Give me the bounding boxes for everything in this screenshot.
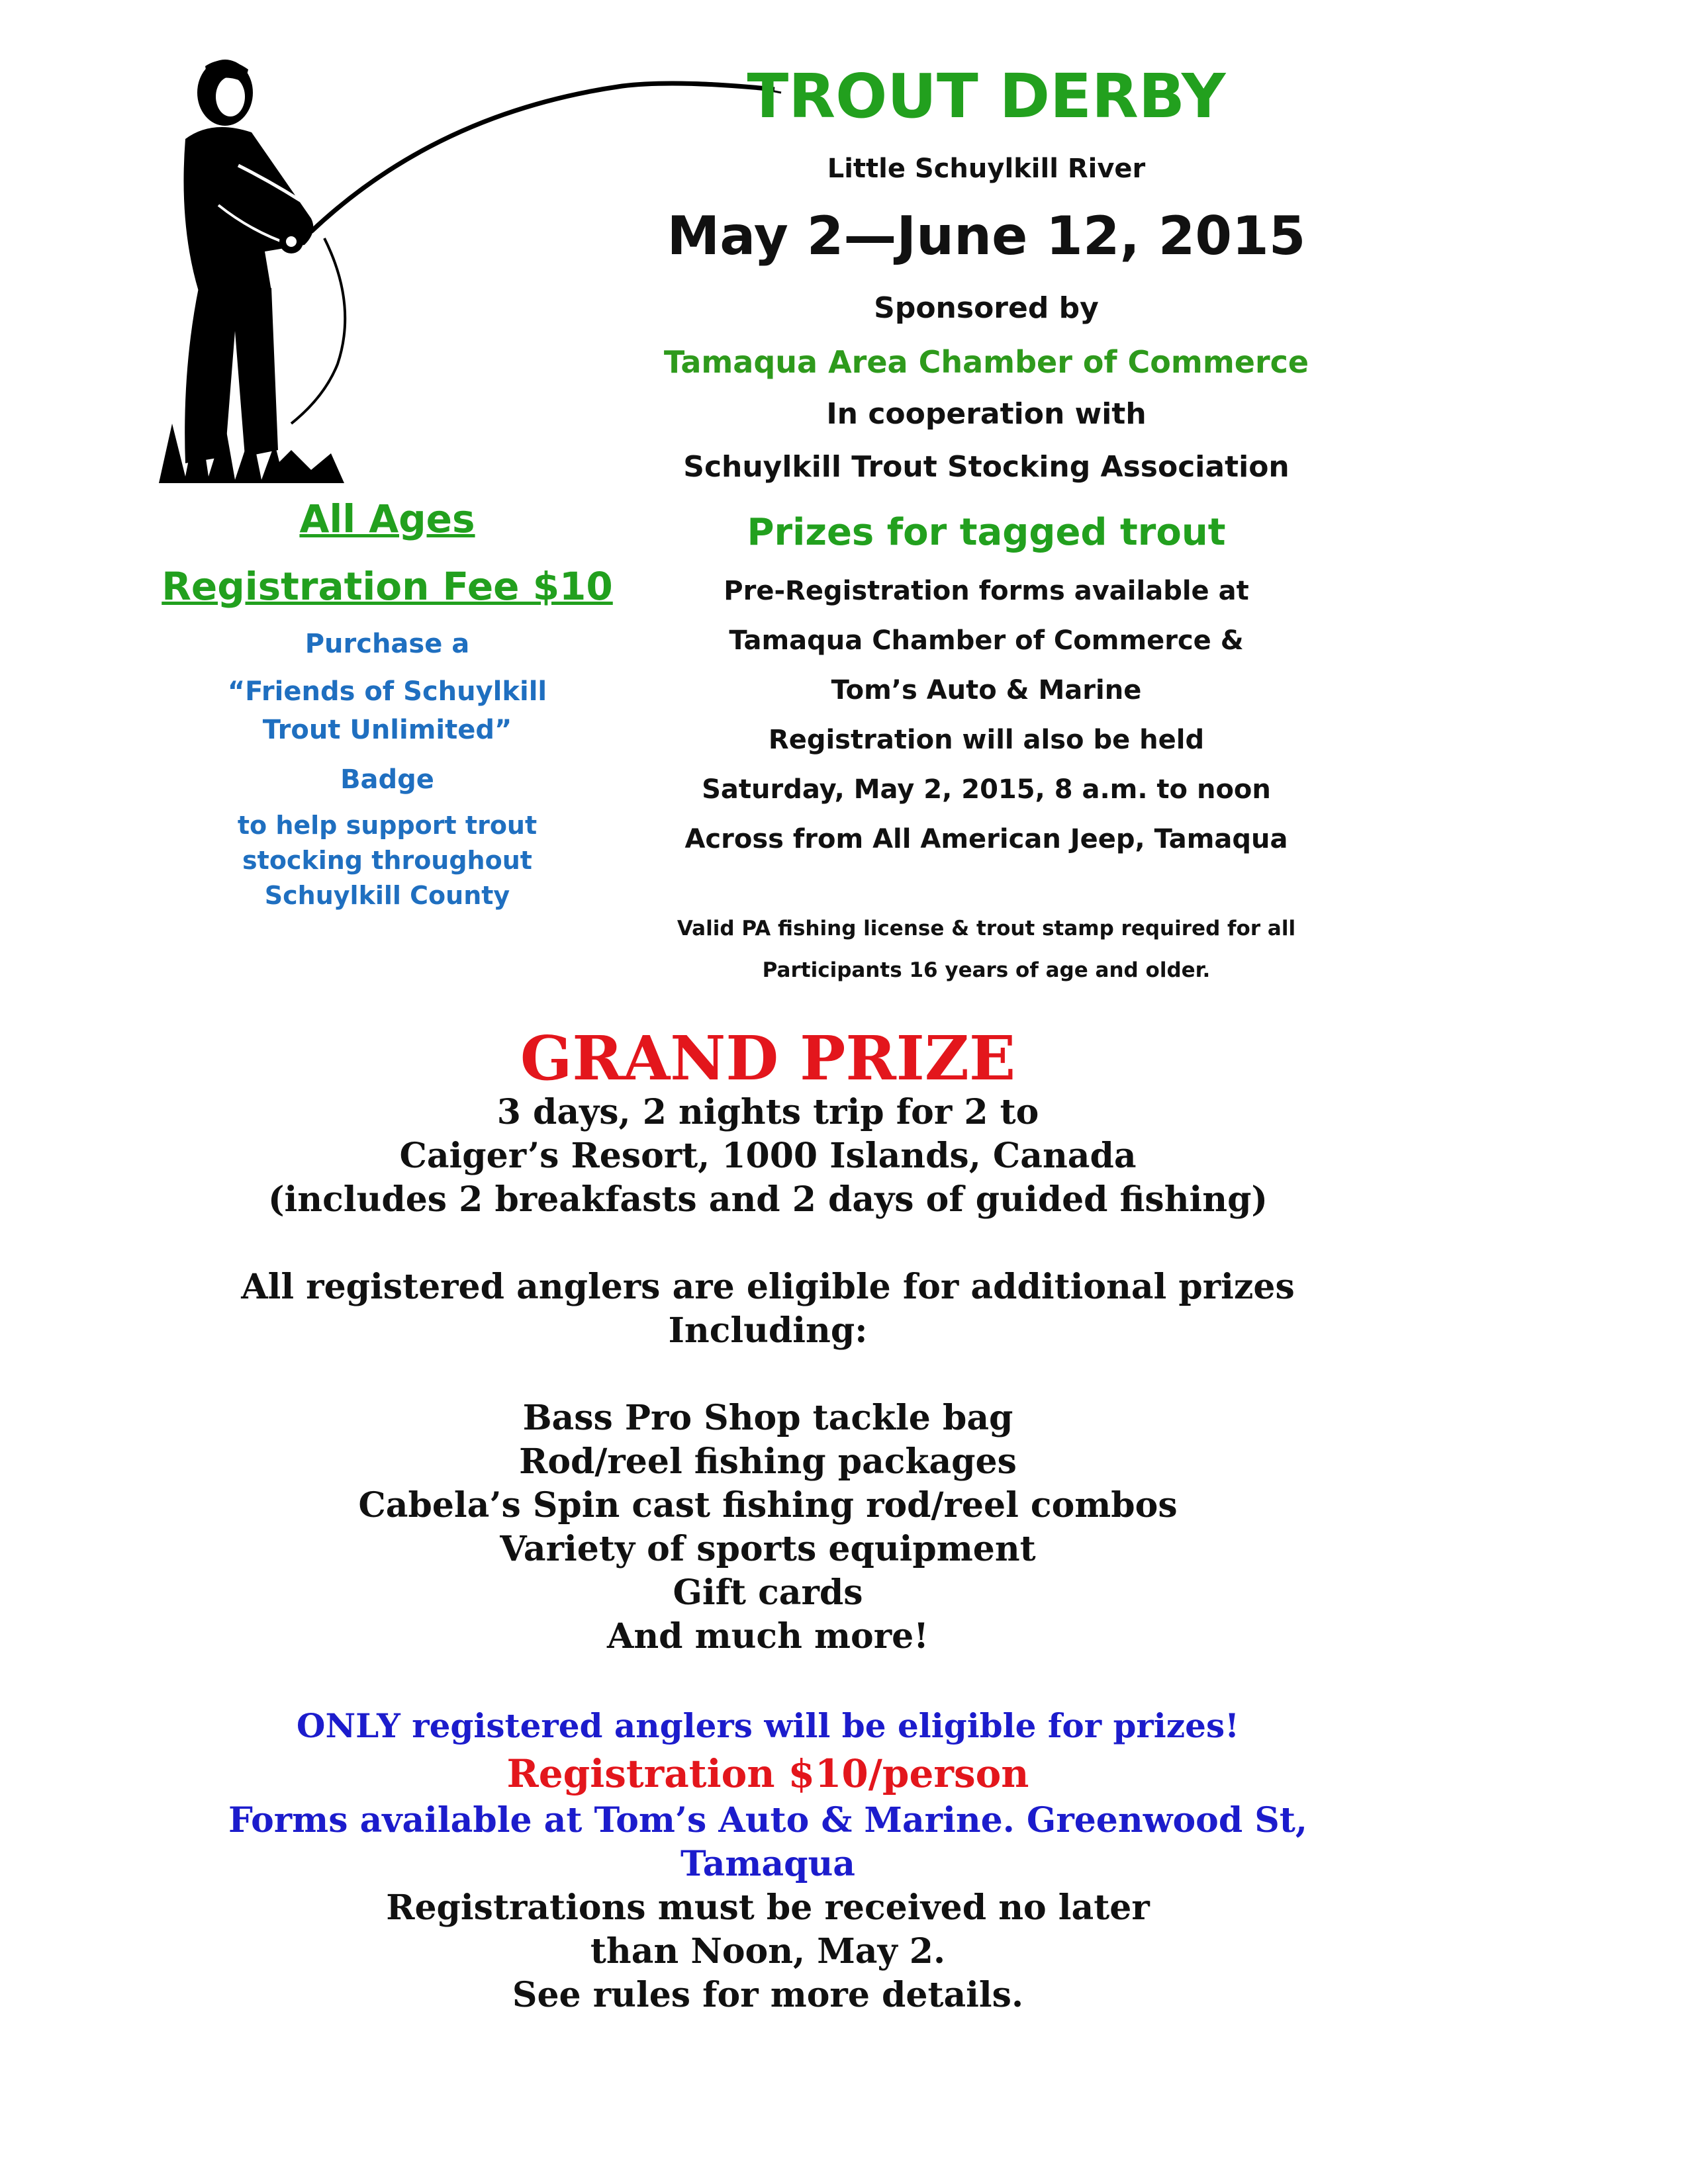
prizes-heading: Prizes for tagged trout xyxy=(747,511,1226,554)
grand-prize-line-3: (includes 2 breakfasts and 2 days of guided fishing) xyxy=(267,1179,1268,1220)
forms-line-2: Tamaqua xyxy=(680,1844,855,1884)
deadline-line-2: than Noon, May 2. xyxy=(590,1931,946,1972)
prize-item: Bass Pro Shop tackle bag xyxy=(522,1398,1013,1438)
purchase-label: Purchase a xyxy=(305,629,470,659)
info-line: Across from All American Jeep, Tamaqua xyxy=(684,824,1288,854)
prize-item: Variety of sports equipment xyxy=(500,1529,1036,1569)
info-line: Pre-Registration forms available at xyxy=(724,576,1249,606)
badge-label: Badge xyxy=(340,764,434,795)
info-line: Registration will also be held xyxy=(768,725,1205,755)
grand-prize-line-1: 3 days, 2 nights trip for 2 to xyxy=(496,1092,1039,1132)
forms-line-1: Forms available at Tom’s Auto & Marine. Greenwood St, xyxy=(228,1800,1307,1841)
license-line-2: Participants 16 years of age and older. xyxy=(762,958,1211,982)
additional-prizes-line-1: All registered anglers are eligible for additional prizes xyxy=(241,1267,1295,1307)
sponsor-name: Tamaqua Area Chamber of Commerce xyxy=(663,344,1309,380)
support-line-3: Schuylkill County xyxy=(264,881,510,910)
all-ages-label: All Ages xyxy=(299,496,475,541)
info-line: Tamaqua Chamber of Commerce & xyxy=(729,625,1244,656)
event-title: TROUT DERBY xyxy=(747,61,1226,132)
prize-item: Gift cards xyxy=(673,1572,863,1613)
badge-name-line-2: Trout Unlimited” xyxy=(262,715,512,745)
support-line-2: stocking throughout xyxy=(242,846,532,875)
registration-price: Registration $10/person xyxy=(506,1751,1029,1796)
prize-item: And much more! xyxy=(606,1616,929,1657)
prize-item: Cabela’s Spin cast fishing rod/reel combos xyxy=(358,1485,1178,1525)
event-dates: May 2—June 12, 2015 xyxy=(667,205,1306,267)
deadline-line-1: Registrations must be received no later xyxy=(386,1888,1150,1928)
support-line-1: to help support trout xyxy=(237,811,538,840)
only-registered-notice: ONLY registered anglers will be eligible for prizes! xyxy=(296,1706,1240,1745)
prize-item: Rod/reel fishing packages xyxy=(519,1441,1017,1482)
grand-prize-heading: GRAND PRIZE xyxy=(520,1023,1016,1094)
info-line: Tom’s Auto & Marine xyxy=(831,675,1142,705)
grand-prize-line-2: Caiger’s Resort, 1000 Islands, Canada xyxy=(399,1136,1137,1176)
license-line-1: Valid PA fishing license & trout stamp required for all xyxy=(677,917,1296,940)
event-location: Little Schuylkill River xyxy=(827,154,1146,184)
additional-prizes-line-2: Including: xyxy=(668,1310,868,1351)
rules-note: See rules for more details. xyxy=(512,1975,1024,2015)
partner-name: Schuylkill Trout Stocking Association xyxy=(683,450,1289,484)
info-line: Saturday, May 2, 2015, 8 a.m. to noon xyxy=(702,774,1271,805)
registration-fee: Registration Fee $10 xyxy=(162,564,613,609)
badge-name-line-1: “Friends of Schuylkill xyxy=(227,676,547,707)
sponsored-by-label: Sponsored by xyxy=(874,291,1099,325)
cooperation-label: In cooperation with xyxy=(826,397,1147,431)
